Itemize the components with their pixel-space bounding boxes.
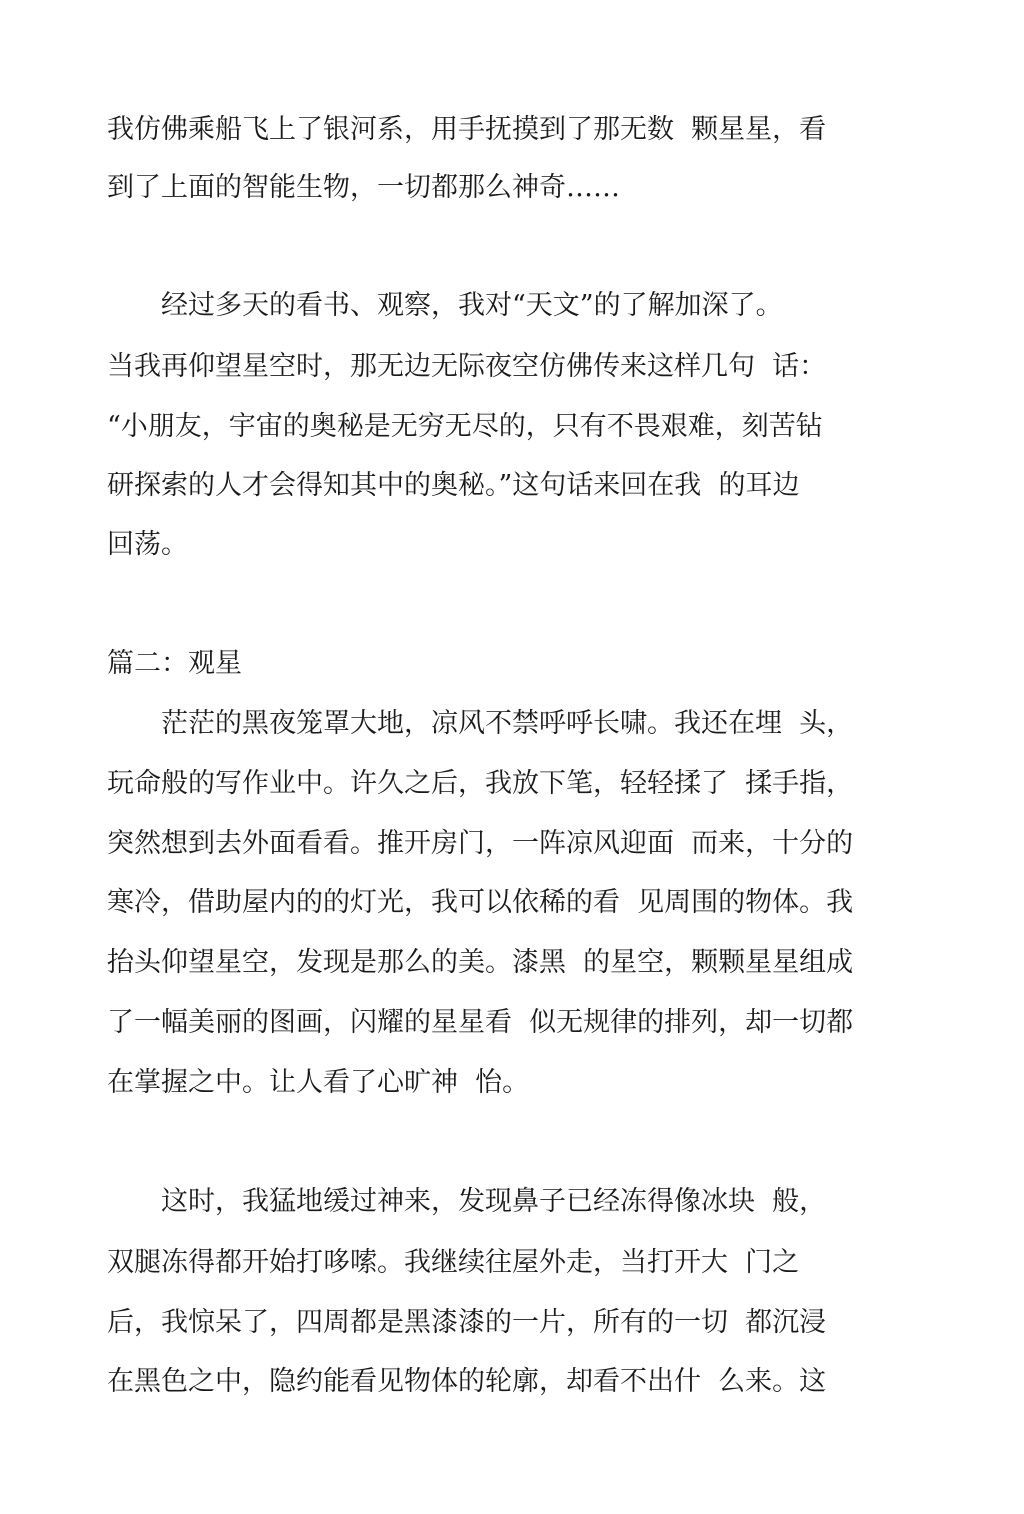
text-line: 在掌握之中。让人看了心旷神 怡。 — [107, 1067, 530, 1098]
paragraph-start-line: 经过多天的看书、观察，我对“天文”的了解加深了。 — [107, 290, 783, 321]
text-line: 回荡。 — [107, 529, 188, 560]
text-line: “小朋友，宇宙的奥秘是无穷无尽的，只有不畏艰难，刻苦钻 — [107, 411, 823, 442]
text-line: 抬头仰望星空，发现是那么的美。漆黑 的星空，颗颗星星组成 — [107, 947, 854, 978]
text-line: 突然想到去外面看看。推开房门，一阵凉风迎面 而来，十分的 — [107, 828, 854, 859]
text-line: 寒冷，借助屋内的的灯光，我可以依稀的看 见周围的物体。我 — [107, 887, 854, 918]
text-line: 在黑色之中，隐约能看见物体的轮廓，却看不出什 么来。这 — [107, 1366, 827, 1397]
paragraph-start-line: 这时，我猛地缓过神来，发现鼻子已经冻得像冰块 般， — [107, 1186, 827, 1217]
text-line: 玩命般的写作业中。许久之后，我放下笔，轻轻揉了 揉手指， — [107, 768, 854, 799]
section-heading: 篇二：观星 — [107, 648, 242, 679]
text-line: 研探索的人才会得知其中的奥秘。”这句话来回在我 的耳边 — [107, 470, 800, 501]
text-line: 双腿冻得都开始打哆嗦。我继续往屋外走，当打开大 门之 — [107, 1247, 800, 1278]
text-line: 我仿佛乘船飞上了银河系，用手抚摸到了那无数 颗星星，看 — [107, 114, 827, 145]
text-line: 后，我惊呆了，四周都是黑漆漆的一片，所有的一切 都沉浸 — [107, 1307, 827, 1338]
text-line: 了一幅美丽的图画，闪耀的星星看 似无规律的排列，却一切都 — [107, 1007, 854, 1038]
paragraph-start-line: 茫茫的黑夜笼罩大地，凉风不禁呼呼长啸。我还在埋 头， — [107, 708, 854, 739]
text-line: 当我再仰望星空时，那无边无际夜空仿佛传来这样几句 话： — [107, 351, 827, 382]
text-line: 到了上面的智能生物，一切都那么神奇…… — [107, 172, 620, 203]
